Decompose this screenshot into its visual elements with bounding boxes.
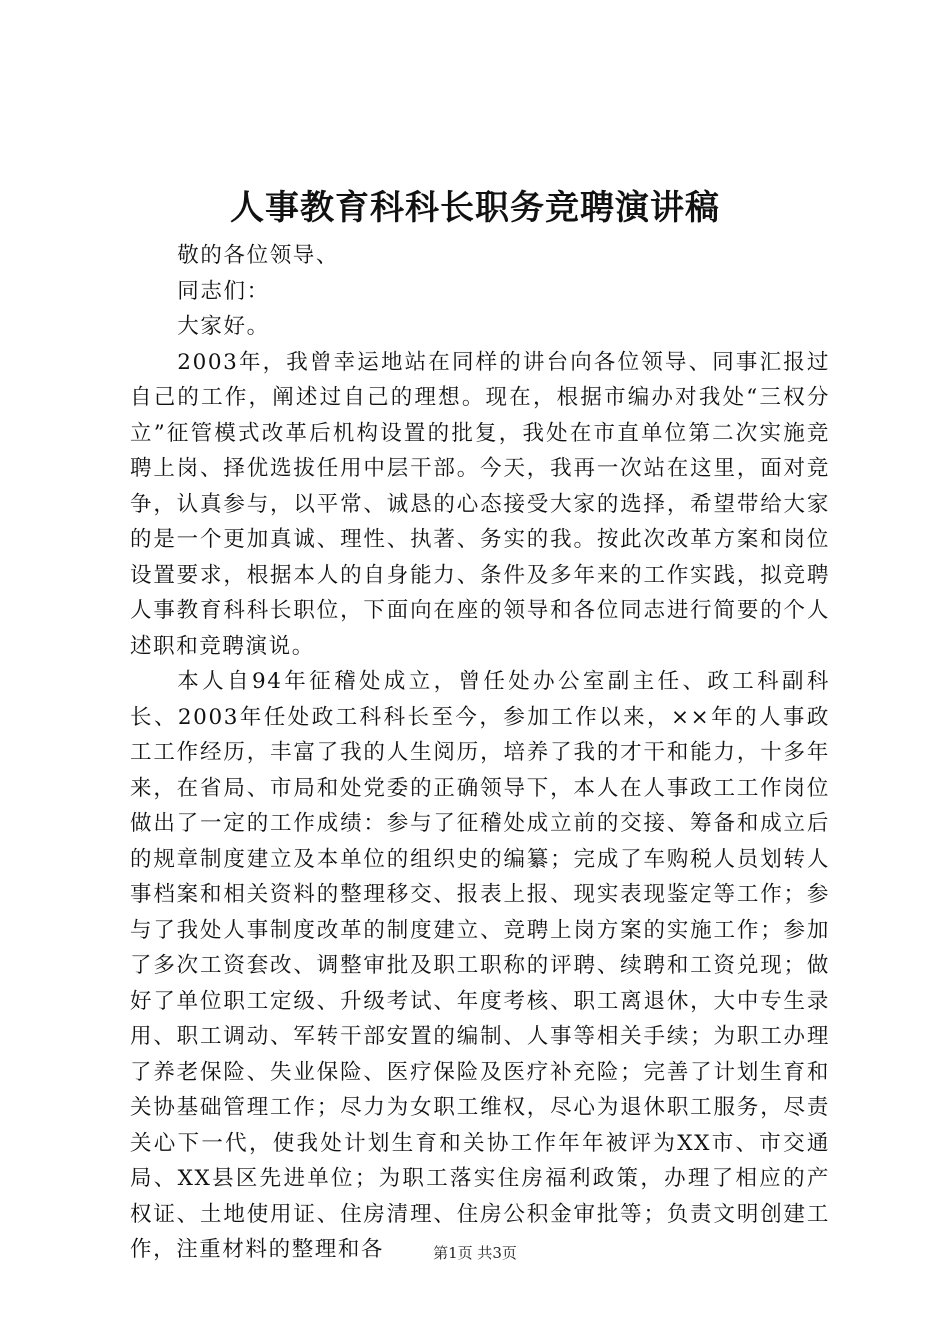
salutation-line: 同志们： xyxy=(177,278,270,304)
salutation-line: 大家好。 xyxy=(177,314,270,339)
body-paragraph: 本人自94年征稽处成立，曾任处办公室副主任、政工科副科长、2003年任处政工科科长至今，参加工作以来，××年的人事政工工作经历，丰富了我的人生阅历，培养了我的才干和能力，十多年来，在省局、市局和处党委的正确领导下，本人在人事政工工作岗位做出了一定的工作成绩：参与了征稽处成立前的交接、筹备和成立后的规章制度建立及本单位的组织史的编纂；完成了车购税人员划转人事档案和相关资料的整理移交、报表上报、现实表现鉴定等工作；参与了我处人事制度改革的制度建立、竞聘上岗方案的实施工作；参加了多次工资套改、调整审批及职工职称的评聘、续聘和工资兑现；做好了单位职工定级、升级考试、年度考核、职工离退休，大中专生录用、职工调动、军转干部安置的编制、人事等相关手续；为职工办理了养老保险、失业保险、医疗保险及医疗补充险；完善了计划生育和关协基础管理工作；尽力为女职工维权，尽心为退休职工服务，尽责关心下一代，使我处计划生育和关协工作年年被评为XX市、市交通局、XX县区先进单位；为职工落实住房福利政策，办理了相应的产权证、土地使用证、住房清理、住房公积金审批等；负责文明创建工作，注重材料的整理和各 xyxy=(130,669,830,1262)
page-footer: 第1页 共3页 xyxy=(433,1244,517,1262)
document-title: 人事教育科科长职务竞聘演讲稿 xyxy=(230,188,720,228)
document-body xyxy=(130,238,830,1268)
body-paragraph: 2003年，我曾幸运地站在同样的讲台向各位领导、同事汇报过自己的工作，阐述过自己的理想。现在，根据市编办对我处“三权分立”征管模式改革后机构设置的批复，我处在市直单位第二次实施竞聘上岗、择优选拔任用中层干部。今天，我再一次站在这里，面对竞争，认真参与，以平常、诚恳的心态接受大家的选择，希望带给大家的是一个更加真诚、理性、执著、务实的我。按此次改革方案和岗位设置要求，根据本人的自身能力、条件及多年来的工作实践，拟竞聘人事教育科科长职位，下面向在座的领导和各位同志进行简要的个人述职和竞聘演说。 xyxy=(130,349,830,659)
salutation-line: 敬的各位领导、 xyxy=(177,243,339,268)
